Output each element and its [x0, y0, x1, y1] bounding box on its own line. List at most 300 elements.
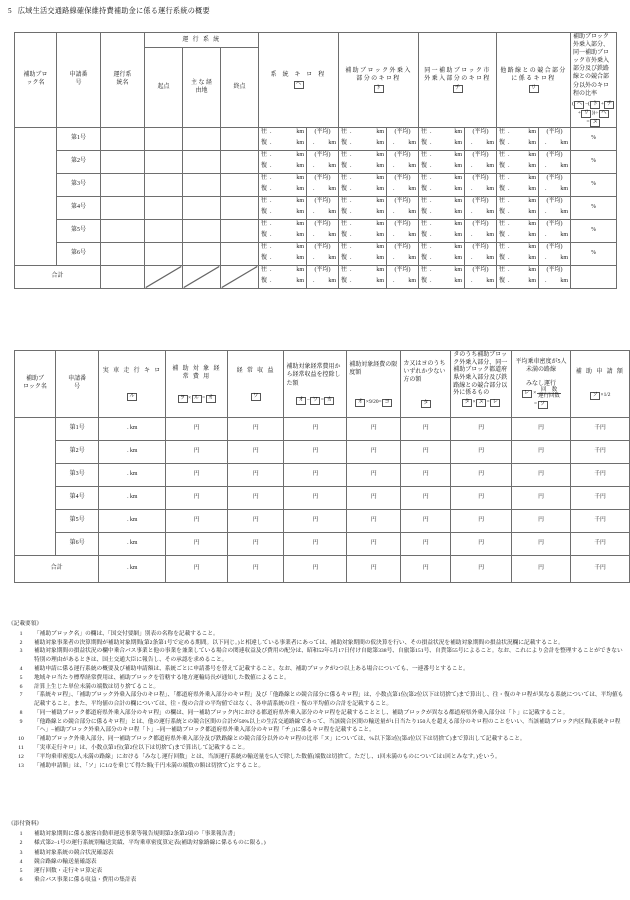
attachments-heading: 《添付資料》 [8, 821, 43, 827]
t1-total-overlap-km[interactable]: 往 . km 復 . km [497, 265, 539, 288]
attachment-text: 補助対象系統の競合状況確認表 [34, 849, 114, 856]
instruction-number: 4 [19, 665, 23, 672]
t1-cell-overlap-km[interactable]: 往 . km 復 . km [497, 173, 539, 196]
t1-cell-via[interactable] [183, 173, 221, 196]
t2-cell-low-density[interactable]: 円 [512, 418, 571, 441]
t1-cell-ratio[interactable]: % [571, 150, 617, 173]
t2-cell-subsidy-cost[interactable]: 円 [166, 533, 228, 556]
t1-total-overlap-km-avg[interactable]: (平均) . km [539, 265, 571, 288]
t2-cell-deducted-amount[interactable]: 円 [284, 464, 347, 487]
t1-cell-route-km-avg[interactable]: (平均) . km [307, 173, 339, 196]
symbol-re: レ [490, 399, 500, 407]
t1-total-outside-block-km-avg[interactable]: (平均) . km [387, 265, 419, 288]
t2-total-ordinary-revenue[interactable]: 円 [227, 556, 284, 583]
t2-total-actual-km[interactable]: . km [99, 556, 166, 583]
t1-cell-overlap-km-avg[interactable]: (平均) . km [539, 196, 571, 219]
table-row [15, 418, 630, 441]
t1-th-via: 主 な 経由地 [183, 48, 221, 127]
t2-cell-lesser-amount[interactable]: 円 [401, 487, 451, 510]
t1-cell-route-km[interactable]: 往 . km 復 . km [259, 173, 307, 196]
t1-cell-origin[interactable] [145, 219, 183, 242]
instruction-item [8, 647, 624, 664]
t1-cell-via[interactable] [183, 242, 221, 265]
t1-cell-overlap-km-avg[interactable]: (平均) . km [539, 219, 571, 242]
table-row [15, 219, 617, 242]
t2-cell-expense-limit[interactable]: 円 [347, 533, 401, 556]
t1-cell-origin[interactable] [145, 127, 183, 150]
t2-cell-number: 第3号 [55, 464, 98, 487]
t1-total-route-km-avg[interactable]: (平均) . km [307, 265, 339, 288]
t2-cell-lesser-amount[interactable]: 円 [401, 441, 451, 464]
instruction-text: 「補助申請額」は、「ソ」に1/2を乗じて得た額(千円未満の端数の額は切捨て)とすること。 [34, 762, 265, 769]
symbol-ka: カ [324, 397, 334, 405]
section-number: 5 [8, 7, 12, 15]
symbol-to: ト [374, 85, 384, 93]
t2-cell-deducted-amount[interactable]: 円 [284, 487, 347, 510]
t1-cell-route-km[interactable]: 往 . km 復 . km [259, 219, 307, 242]
t1-cell-number: 第1号 [57, 127, 101, 150]
t2-cell-ordinary-revenue[interactable]: 円 [227, 533, 284, 556]
t1-total-same-block-km[interactable]: 往 . km 復 . km [419, 265, 465, 288]
t1-cell-terminus[interactable] [221, 127, 259, 150]
t2-total-excluded-portion[interactable]: 円 [451, 556, 512, 583]
attachment-text: 様式第2−1号の運行系統別輸送実績、平均乗車密度算定表(補助対象路線に係るものに限る。) [34, 840, 266, 847]
t2-total-low-density[interactable]: 円 [512, 556, 571, 583]
instruction-text: 補助対象事業者の決算期間が補助対象期間(第2条第1号で定める期間。以下同じ。)と相違している事業者にあっては、補助対象期間の仮決算を行い、その損益状況を補助対象期間の損益状況欄に記載すること。 [34, 639, 564, 646]
t1-th-ratio: 補助ブロック外乗入部分、同一補助ブロック市外乗入部分及び鉄路線との競合部分以外のキロ程の比率 ( ヘ −( ト + チ + リ ))÷ ヘ = ヌ [571, 33, 617, 128]
t1-cell-route-name[interactable] [101, 127, 145, 150]
instruction-text: 「補助ブロック外乗入部分、同一補助ブロック都道府県外乗入部分及び鉄路線との競合部分以外のキロ程の比率「ヌ」については、%以下第3位(第4位以下は切捨て)まで算出して記載すること。 [34, 736, 526, 743]
symbol-he: ヘ [294, 81, 304, 89]
t2-cell-ordinary-revenue[interactable]: 円 [227, 418, 284, 441]
instruction-number: 8 [19, 709, 23, 716]
t1-cell-ratio[interactable]: % [571, 219, 617, 242]
t1-cell-terminus[interactable] [221, 196, 259, 219]
instructions-section [8, 620, 624, 771]
instructions-heading: 《記載要領》 [8, 621, 43, 627]
table-row [15, 487, 630, 510]
t2-cell-excluded-portion[interactable]: 円 [451, 510, 512, 533]
t1-cell-number: 第5号 [57, 219, 101, 242]
instruction-text: 「系統キロ程」、「補助ブロック外乗入部分のキロ程」、「都道府県外乗入部分のキロ程」及び「他路線との競合部分に係るキロ程」は、小数点第1位(第2位以下は切捨て)まで算出し、往・復のキロ程が異なる系統については、平均値も記載すること。また、平均値の合計の欄については、往・復の合計の平均値ではなく、各申請系統の往・復の平均値の合計を記載すること。 [34, 692, 624, 708]
attachment-number: 5 [19, 868, 23, 875]
t1-total-same-block-km-avg[interactable]: (平均) . km [465, 265, 497, 288]
symbol-so: ソ [538, 401, 548, 409]
t1-cell-outside-block-km[interactable]: 往 . km 復 . km [339, 150, 387, 173]
symbol-ta: タ [421, 400, 431, 408]
t2-cell-actual-km[interactable]: . km [99, 487, 166, 510]
t2-cell-subsidy-request[interactable]: 千円 [571, 510, 630, 533]
t1-cell-outside-block-km-avg[interactable]: (平均) . km [387, 219, 419, 242]
t1-cell-outside-block-km-avg[interactable]: (平均) . km [387, 196, 419, 219]
t1-cell-origin[interactable] [145, 173, 183, 196]
t1-total-ratio[interactable] [571, 265, 617, 288]
t2-cell-excluded-portion[interactable]: 円 [451, 487, 512, 510]
instruction-item [8, 709, 624, 718]
t1-cell-same-block-km-avg[interactable]: (平均) . km [465, 127, 497, 150]
t1-cell-terminus[interactable] [221, 219, 259, 242]
t2-th-excluded-portion: タのうち補助ブロック外乗入部分、同一補助ブロック都道府県外乗入部分及び鉄路線との競合部分以外に係るもの タ × ヌ = レ [451, 351, 512, 418]
symbol-so-2: ソ [590, 392, 600, 400]
instruction-item [8, 683, 624, 692]
t2-th-subsidy-request: 補 助 申 請 額 ソ ×1/2 [571, 351, 630, 418]
symbol-yo: ヨ [382, 399, 392, 407]
t1-cell-origin[interactable] [145, 150, 183, 173]
t1-cell-terminus[interactable] [221, 150, 259, 173]
instruction-text: 「平均乗車密度5人未満の路線」における「みなし運行回数」とは、当該運行系統の輸送量を5人で除した数値(端数は切捨て。ただし、1回未満のものについては1回とみなす。)をいう。 [34, 753, 501, 760]
t1-cell-terminus[interactable] [221, 242, 259, 265]
t2-th-ordinary-revenue: 経 常 収 益 ワ [227, 351, 284, 418]
t2-cell-subsidy-request[interactable]: 千円 [571, 464, 630, 487]
t1-cell-overlap-km[interactable]: 往 . km 復 . km [497, 150, 539, 173]
t2-cell-subsidy-cost[interactable]: 円 [166, 510, 228, 533]
t2-cell-number: 第4号 [55, 487, 98, 510]
t1-total-label: 合計 [15, 265, 101, 288]
t2-th-expense-limit: 補助対象経費の限度額 オ ×9/20= ヨ [347, 351, 401, 418]
t2-total-label: 合計 [15, 556, 99, 583]
t1-cell-outside-block-km[interactable]: 往 . km 復 . km [339, 196, 387, 219]
t2-cell-expense-limit[interactable]: 円 [347, 441, 401, 464]
instruction-number: 1 [19, 630, 23, 637]
attachment-text: 運行回数・走行キロ算定表 [34, 868, 103, 875]
attachment-item [8, 849, 624, 858]
t1-cell-route-km-avg[interactable]: (平均) . km [307, 150, 339, 173]
instruction-text: 計算上生じた単位未満の端数は切り捨てること。 [34, 683, 160, 690]
t2-th-subsidy-cost: 補 助 対 象 経 常 費 用 ヲ × ル = オ [166, 351, 228, 418]
t2-th-low-density-frac-top: 回 数 [537, 388, 561, 395]
t2-cell-subsidy-request[interactable]: 千円 [571, 487, 630, 510]
t1-cell-route-name[interactable] [101, 150, 145, 173]
t2-cell-ordinary-revenue[interactable]: 円 [227, 487, 284, 510]
table-row [15, 510, 630, 533]
page-title [8, 6, 210, 16]
dir-out: 往 [261, 129, 268, 136]
t1-cell-route-name[interactable] [101, 196, 145, 219]
t2-th-low-density: 平均乗車密度が5人未満の路線 みなし運行 レ × $\frac{\text{回 数}}{\text{運行回数}}$ = ソ [512, 351, 571, 418]
t2-cell-low-density[interactable]: 円 [512, 487, 571, 510]
symbol-he-2: ヘ [574, 101, 584, 109]
t1-total-via-struck [183, 265, 221, 288]
t2-cell-subsidy-cost[interactable]: 円 [166, 418, 228, 441]
t2-cell-deducted-amount[interactable]: 円 [284, 533, 347, 556]
t1-cell-via[interactable] [183, 219, 221, 242]
instruction-item [8, 674, 624, 683]
t1-cell-same-block-km[interactable]: 往 . km 復 . km [419, 196, 465, 219]
symbol-o: オ [206, 395, 216, 403]
t1-cell-route-km-avg[interactable]: (平均) . km [307, 127, 339, 150]
symbol-wa-2: ワ [310, 397, 320, 405]
title-text: 広域生活交通路線確保維持費補助金に係る運行系統の概要 [17, 7, 210, 15]
t1-cell-overlap-km-avg[interactable]: (平均) . km [539, 150, 571, 173]
dir-in: 復 [261, 140, 268, 147]
t1-cell-outside-block-km-avg[interactable]: (平均) . km [387, 173, 419, 196]
instruction-item [8, 630, 624, 639]
t2-cell-actual-km[interactable]: . km [99, 510, 166, 533]
attachment-item [8, 867, 624, 876]
t1-cell-overlap-km[interactable]: 往 . km 復 . km [497, 127, 539, 150]
t2-cell-low-density[interactable]: 円 [512, 510, 571, 533]
attachment-item [8, 830, 624, 839]
instruction-number: 5 [19, 674, 23, 681]
t1-cell-same-block-km[interactable]: 往 . km 復 . km [419, 173, 465, 196]
t1-th-outside-block-km: 補助ブロック外乗入部分のキロ程 ト [339, 33, 419, 128]
instruction-number: 9 [19, 718, 23, 725]
t1-cell-same-block-km-avg[interactable]: (平均) . km [465, 150, 497, 173]
table-row [15, 464, 630, 487]
t1-cell-same-block-km-avg[interactable]: (平均) . km [465, 242, 497, 265]
attachment-number: 1 [19, 831, 23, 838]
t1-total-outside-block-km[interactable]: 往 . km 復 . km [339, 265, 387, 288]
t1-th-terminus: 終点 [221, 48, 259, 127]
t1-cell-overlap-km[interactable]: 往 . km 復 . km [497, 219, 539, 242]
t2-cell-expense-limit[interactable]: 円 [347, 487, 401, 510]
t2-cell-ordinary-revenue[interactable]: 円 [227, 441, 284, 464]
attachment-number: 3 [19, 849, 23, 856]
t2-cell-ordinary-revenue[interactable]: 円 [227, 510, 284, 533]
instruction-number: 13 [18, 762, 24, 769]
symbol-re-2: レ [522, 390, 532, 398]
instruction-text: 地域キロ当たり標準経常費用は、補助ブロックを管轄する地方運輸局長が通知した数値によること。 [34, 674, 290, 681]
t1-cell-route-name[interactable] [101, 242, 145, 265]
t1-cell-route-name[interactable] [101, 173, 145, 196]
symbol-he-3: ヘ [599, 110, 609, 118]
t1-total-origin-struck [145, 265, 183, 288]
t1-th-block-name: 補助ブロック名 [15, 33, 57, 128]
t2-cell-actual-km[interactable]: . km [99, 533, 166, 556]
symbol-o-2: オ [296, 397, 306, 405]
t1-th-origin: 起点 [145, 48, 183, 127]
t1-cell-overlap-km-avg[interactable]: (平均) . km [539, 127, 571, 150]
t1-total-route-km[interactable]: 往 . km 復 . km [259, 265, 307, 288]
t1-header-row-1 [15, 33, 617, 48]
t1-cell-overlap-km-avg[interactable]: (平均) . km [539, 242, 571, 265]
t1-cell-route-km[interactable]: 往 . km 復 . km [259, 196, 307, 219]
instruction-text: 補助申請に係る運行系統の概要及び補助申請額は、系統ごとに申請番号を替えて記載すること。なお、補助ブロックが2つ以上ある場合についても、一連番号とすること。 [34, 665, 469, 672]
t2-cell-subsidy-request[interactable]: 千円 [571, 533, 630, 556]
t1-cell-route-km-avg[interactable]: (平均) . km [307, 219, 339, 242]
attachment-number: 2 [19, 840, 23, 847]
instruction-text: 「他路線との競合部分に係るキロ程」とは、他の運行系統との競合区間の合計が50%以上の生活交通路線であって、当該競合区間の輸送量が1日当たり150人を超える部分のキロ程のことをいい、当該補助ブロック内区間(系統キロ程「ヘ」−補助ブロック外乗入部分のキロ程「ト」−同一補助ブロック都道府県外乗入部分のキロ程「チ」)に係るキロ程を記載すること。 [34, 718, 621, 734]
t2-cell-actual-km[interactable]: . km [99, 418, 166, 441]
t1-cell-number: 第6号 [57, 242, 101, 265]
t1-cell-ratio[interactable]: % [571, 242, 617, 265]
t1-cell-origin[interactable] [145, 242, 183, 265]
t2-th-deducted-amount: 補助対象経常費用から経常収益を控除した額 オ − ワ = カ [284, 351, 347, 418]
t1-cell-route-km[interactable]: 往 . km 復 . km [259, 242, 307, 265]
symbol-ri-2: リ [581, 110, 591, 118]
instruction-number: 12 [18, 753, 24, 760]
t2-cell-block-name[interactable] [15, 418, 56, 556]
instruction-item [8, 691, 624, 708]
symbol-chi-2: チ [604, 101, 614, 109]
t2-cell-subsidy-cost[interactable]: 円 [166, 464, 228, 487]
t2-cell-excluded-portion[interactable]: 円 [451, 464, 512, 487]
t1-cell-same-block-km[interactable]: 往 . km 復 . km [419, 150, 465, 173]
t2-th-application-number: 申請番号 [55, 351, 98, 418]
instruction-item [8, 762, 624, 771]
t1-cell-number: 第4号 [57, 196, 101, 219]
t1-cell-overlap-km[interactable]: 往 . km 復 . km [497, 242, 539, 265]
instruction-number: 11 [18, 745, 24, 752]
t2-total-deducted-amount[interactable]: 円 [284, 556, 347, 583]
t2-cell-number: 第1号 [55, 418, 98, 441]
t1-th-operation-system: 運 行 系 統 [145, 33, 259, 48]
t2-cell-expense-limit[interactable]: 円 [347, 418, 401, 441]
instruction-text: 「同一補助ブロック都道府県外乗入部分のキロ程」の欄は、同一補助ブロック内における都道府県外乗入部分のキロ程を記載することとし、補助ブロックが異なる都道府県外乗入部分は「ト」に記載すること。 [34, 709, 569, 716]
t1-cell-origin[interactable] [145, 196, 183, 219]
symbol-chi: チ [453, 85, 463, 93]
t2-cell-excluded-portion[interactable]: 円 [451, 441, 512, 464]
symbol-nu-2: ヌ [476, 399, 486, 407]
t1-cell-outside-block-km[interactable]: 往 . km 復 . km [339, 173, 387, 196]
t1-cell-route-km[interactable]: 往 . km 復 . km [259, 127, 307, 150]
table-row [15, 173, 617, 196]
t2-cell-lesser-amount[interactable]: 円 [401, 464, 451, 487]
t1-cell-ratio[interactable]: % [571, 127, 617, 150]
t2-th-block-name: 補助ブロック名 [15, 351, 56, 418]
attachment-item [8, 839, 624, 848]
t2-th-low-density-sub: みなし運行 [526, 380, 557, 387]
attachment-number: 4 [19, 858, 23, 865]
t2-cell-excluded-portion[interactable]: 円 [451, 418, 512, 441]
t1-cell-overlap-km[interactable]: 往 . km 復 . km [497, 196, 539, 219]
t2-cell-subsidy-cost[interactable]: 円 [166, 441, 228, 464]
instruction-item [8, 735, 624, 744]
t2-cell-deducted-amount[interactable]: 円 [284, 441, 347, 464]
instruction-item [8, 753, 624, 762]
symbol-ru: ル [127, 393, 137, 401]
symbol-to-2: ト [590, 101, 600, 109]
t2-total-expense-limit[interactable]: 円 [347, 556, 401, 583]
attachment-item [8, 858, 624, 867]
t2-header-row [15, 351, 630, 418]
t2-total-lesser-amount[interactable]: 円 [401, 556, 451, 583]
t2-cell-low-density[interactable]: 円 [512, 441, 571, 464]
t2-cell-expense-limit[interactable]: 円 [347, 510, 401, 533]
instruction-item [8, 744, 624, 753]
attachment-text: 補助対象期間に係る旅客自動車運送事業等報告規則第2条第2項の「事業報告書」 [34, 831, 239, 838]
t1-th-route-km: 系 統 キ ロ 程 ヘ [259, 33, 339, 128]
t1-cell-terminus[interactable] [221, 173, 259, 196]
t1-total-terminus-struck [221, 265, 259, 288]
instruction-item [8, 718, 624, 735]
t1-th-route-name: 運行系統名 [101, 33, 145, 128]
t2-total-subsidy-cost[interactable]: 円 [166, 556, 228, 583]
t2-cell-actual-km[interactable]: . km [99, 464, 166, 487]
table-row [15, 127, 617, 150]
t1-cell-same-block-km-avg[interactable]: (平均) . km [465, 196, 497, 219]
t1-th-same-block-outside-city-km: 同一補助ブロック市外乗入部分のキロ程 チ [419, 33, 497, 128]
attachment-text: 競合路線の輸送量確認表 [34, 858, 97, 865]
t2-th-actual-km: 実 車 走 行 キ ロ ル [99, 351, 166, 418]
instruction-item [8, 639, 624, 648]
instruction-number: 7 [19, 692, 23, 699]
table-row [15, 533, 630, 556]
symbol-ru-2: ル [192, 395, 202, 403]
t1-cell-route-km[interactable]: 往 . km 復 . km [259, 150, 307, 173]
t2-total-subsidy-request[interactable]: 千円 [571, 556, 630, 583]
instruction-item [8, 665, 624, 674]
t2-cell-low-density[interactable]: 円 [512, 533, 571, 556]
t2-cell-lesser-amount[interactable]: 円 [401, 418, 451, 441]
instruction-number: 6 [19, 683, 23, 690]
t2-cell-number: 第6号 [55, 533, 98, 556]
t1-cell-outside-block-km-avg[interactable]: (平均) . km [387, 242, 419, 265]
route-overview-table [14, 32, 617, 289]
table-row [15, 150, 617, 173]
symbol-wo: ヲ [178, 395, 188, 403]
t1-cell-outside-block-km-avg[interactable]: (平均) . km [387, 150, 419, 173]
t2-cell-low-density[interactable]: 円 [512, 464, 571, 487]
attachment-text: 乗合バス事業に係る収益・費用の集計表 [34, 877, 137, 884]
t1-cell-route-name[interactable] [101, 219, 145, 242]
symbol-ri: リ [529, 85, 539, 93]
t2-cell-deducted-amount[interactable]: 円 [284, 418, 347, 441]
t2-cell-excluded-portion[interactable]: 円 [451, 533, 512, 556]
table-row [15, 242, 617, 265]
t1-cell-outside-block-km[interactable]: 往 . km 復 . km [339, 242, 387, 265]
t1-cell-same-block-km-avg[interactable]: (平均) . km [465, 173, 497, 196]
attachment-item [8, 876, 624, 885]
t1-cell-outside-block-km[interactable]: 往 . km 復 . km [339, 127, 387, 150]
t1-cell-route-km-avg[interactable]: (平均) . km [307, 242, 339, 265]
t2-cell-subsidy-request[interactable]: 千円 [571, 418, 630, 441]
t1-cell-ratio[interactable]: % [571, 173, 617, 196]
t1-cell-via[interactable] [183, 196, 221, 219]
attachments-section [8, 820, 624, 886]
subsidy-calculation-table [14, 350, 630, 583]
t2-cell-subsidy-request[interactable]: 千円 [571, 441, 630, 464]
instruction-text: 「実車走行キロ」は、小数点第1位(第2位以下は切捨て)まで算出して記載すること。 [34, 745, 249, 752]
t1-cell-number: 第2号 [57, 150, 101, 173]
symbol-nu: ヌ [590, 119, 600, 127]
t2-cell-lesser-amount[interactable]: 円 [401, 533, 451, 556]
instruction-number: 2 [19, 639, 23, 646]
t2-cell-deducted-amount[interactable]: 円 [284, 510, 347, 533]
t1-cell-ratio[interactable]: % [571, 196, 617, 219]
t1-cell-same-block-km[interactable]: 往 . km 復 . km [419, 219, 465, 242]
t2-cell-number: 第5号 [55, 510, 98, 533]
t2-cell-subsidy-cost[interactable]: 円 [166, 487, 228, 510]
instruction-number: 10 [18, 736, 24, 743]
t1-cell-outside-block-km[interactable]: 往 . km 復 . km [339, 219, 387, 242]
t1-cell-route-km-avg[interactable]: (平均) . km [307, 196, 339, 219]
t2-cell-actual-km[interactable]: . km [99, 441, 166, 464]
t1-cell-same-block-km[interactable]: 往 . km 復 . km [419, 242, 465, 265]
t1-cell-block-name[interactable] [15, 127, 57, 265]
t1-cell-outside-block-km-avg[interactable]: (平均) . km [387, 127, 419, 150]
t2-cell-lesser-amount[interactable]: 円 [401, 510, 451, 533]
table-row [15, 441, 630, 464]
t1-cell-via[interactable] [183, 127, 221, 150]
t2-cell-number: 第2号 [55, 441, 98, 464]
t1-cell-overlap-km-avg[interactable]: (平均) . km [539, 173, 571, 196]
t1-total-route-name[interactable] [101, 265, 145, 288]
t2-cell-expense-limit[interactable]: 円 [347, 464, 401, 487]
attachment-number: 6 [19, 877, 23, 884]
t1-cell-same-block-km-avg[interactable]: (平均) . km [465, 219, 497, 242]
table-row [15, 196, 617, 219]
t1-th-application-number: 申請番号 [57, 33, 101, 128]
t2-th-lesser-amount: カ又はヨのうちいずれか少ない方の額 タ [401, 351, 451, 418]
symbol-ta-2: タ [462, 399, 472, 407]
t1-cell-same-block-km[interactable]: 往 . km 復 . km [419, 127, 465, 150]
t2-th-low-density-frac-bot: 運行回数 [538, 393, 560, 400]
t1-cell-via[interactable] [183, 150, 221, 173]
t2-cell-ordinary-revenue[interactable]: 円 [227, 464, 284, 487]
t1-cell-number: 第3号 [57, 173, 101, 196]
symbol-wa: ワ [251, 393, 261, 401]
